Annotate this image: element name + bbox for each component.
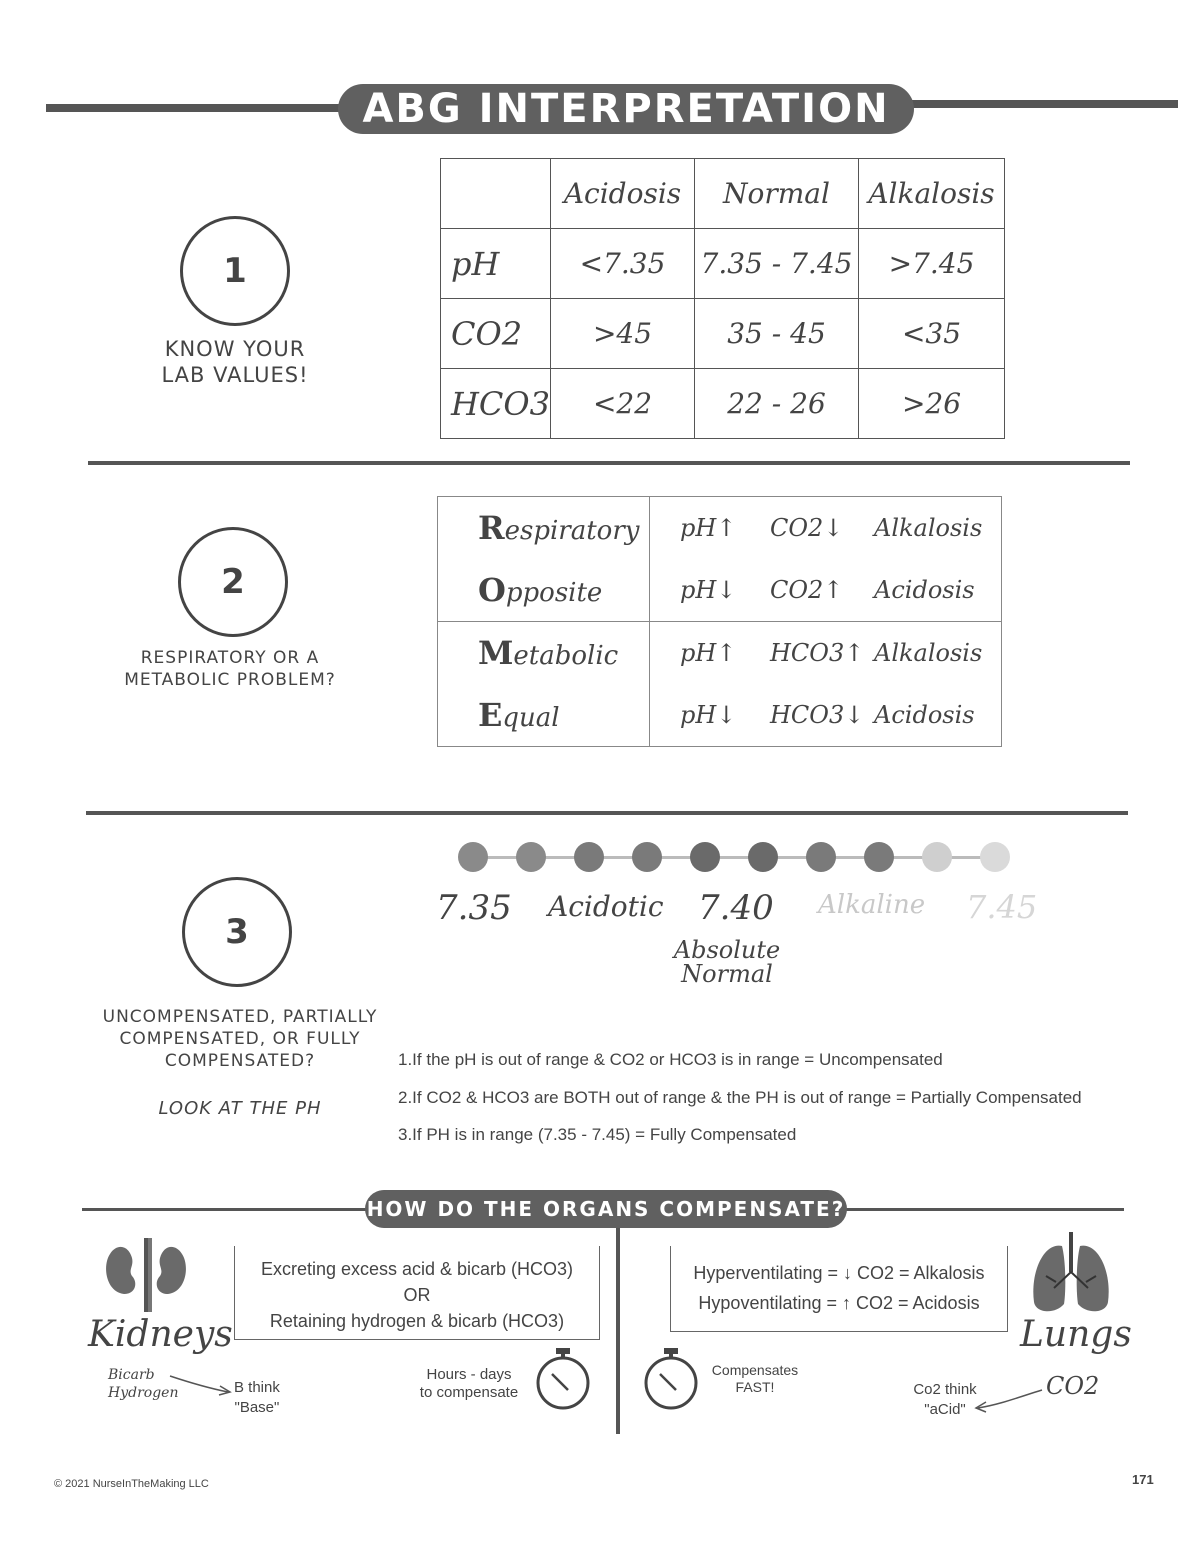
cell-value: >45 [551,299,695,369]
copyright: © 2021 NurseInTheMaking LLC [54,1478,209,1490]
lungs-icon [1026,1232,1116,1318]
rome-initial: O [478,571,506,609]
rule-3: 3.If PH is in range (7.35 - 7.45) = Fully Compensated [398,1125,797,1144]
rome-result: Alkalosis [874,514,983,542]
scale-dot [748,842,778,872]
lab-values-table [440,158,1005,439]
step-3-circle: 3 [182,877,292,987]
cell-value: 22 - 26 [695,369,859,439]
lungs-line: Hypoventilating = ↑ CO2 = Acidosis [698,1293,980,1313]
note-line: B think [234,1379,280,1396]
page-number: 171 [1132,1472,1154,1487]
rome-ph: pH↑ [680,514,737,542]
rome-gas: CO2↑ [770,576,844,604]
rome-rest: pposite [505,578,603,608]
cell-value: 7.35 - 7.45 [695,229,859,299]
rome-ph: pH↓ [680,701,737,729]
scale-dot [922,842,952,872]
rome-metabolic-words [438,622,650,747]
rome-initial: M [478,634,514,672]
rome-respiratory-words [438,497,650,622]
caption-line: COMPENSATED, OR FULLY [119,1029,361,1049]
caption-line: COMPENSATED? [164,1051,316,1071]
note-line: Compensates [711,1362,799,1378]
note-line: to compensate [419,1384,519,1401]
kidney-icon [100,1236,192,1312]
cell-value: <35 [859,299,1005,369]
cell-value: 35 - 45 [695,299,859,369]
scale-dot [632,842,662,872]
rome-ph: pH↑ [680,639,737,667]
rome-result: Acidosis [874,576,975,604]
absolute-line: Normal [681,960,773,988]
row-label-co2: CO2 [441,299,551,369]
note-line: Co2 think [913,1381,977,1398]
rome-table [437,496,1002,747]
scale-dot [980,842,1010,872]
scale-dot [864,842,894,872]
rome-rest: qual [502,703,560,733]
rome-initial: R [478,509,505,547]
arrow-icon [972,1386,1046,1414]
col-header-alkalosis: Alkalosis [859,159,1005,229]
section-divider [88,461,1130,465]
col-header-normal: Normal [695,159,859,229]
caption-line: RESPIRATORY OR A [140,648,320,668]
organs-rule-left [82,1208,372,1211]
kidneys-box [234,1246,600,1340]
caption-line: KNOW YOUR [164,337,306,361]
organs-center-divider [616,1228,620,1434]
scale-high: 7.45 [966,888,1038,926]
note-line: FAST! [735,1379,775,1395]
stopwatch-icon [534,1346,592,1412]
page-title: ABG INTERPRETATION [338,84,914,134]
organs-title: HOW DO THE ORGANS COMPENSATE? [365,1190,847,1228]
lungs-box [670,1246,1008,1332]
scale-dot [690,842,720,872]
co2-note: CO2 [1046,1372,1100,1400]
table-row [441,369,1005,439]
scale-line [470,856,990,859]
cell-value: <22 [551,369,695,439]
arrow-icon [168,1372,234,1398]
rome-word [478,509,639,547]
rome-result: Acidosis [874,701,975,729]
step-2-caption [100,647,360,691]
note-line: Hydrogen [108,1385,179,1401]
step-2-circle: 2 [178,527,288,637]
kidneys-line: Retaining hydrogen & bicarb (HCO3) [269,1311,565,1331]
section-divider [86,811,1128,815]
table-corner [441,159,551,229]
scale-dot [574,842,604,872]
lungs-label: Lungs [1020,1314,1132,1355]
scale-alkaline: Alkaline [818,890,926,920]
rule-1: 1.If the pH is out of range & CO2 or HCO3 is in range = Uncompensated [398,1050,943,1069]
rome-initial: E [478,696,503,734]
rome-word [478,634,618,672]
stopwatch-icon [642,1346,700,1412]
rome-gas: HCO3↓ [770,701,865,729]
caption-line: UNCOMPENSATED, PARTIALLY [102,1007,378,1027]
lungs-line: Hyperventilating = ↓ CO2 = Alkalosis [693,1263,985,1283]
rome-gas: HCO3↑ [770,639,865,667]
step-3-caption [80,1006,400,1072]
kidneys-line: OR [403,1285,431,1305]
kidney-time [404,1366,534,1402]
rome-ph: pH↓ [680,576,737,604]
title-rule-left [46,104,346,112]
kidneys-line: Excreting excess acid & bicarb (HCO3) [260,1259,574,1279]
scale-low: 7.35 [436,888,512,928]
rome-rest: etabolic [513,641,619,671]
rule-2: 2.If CO2 & HCO3 are BOTH out of range & the PH is out of range = Partially Compensated [398,1088,1082,1107]
cell-value: >7.45 [859,229,1005,299]
note-line: Hours - days [426,1366,512,1383]
step-1-caption [130,336,340,388]
organs-rule-right [840,1208,1124,1211]
absolute-line: Absolute [673,936,781,964]
caption-line: METABOLIC PROBLEM? [124,670,336,690]
scale-acidotic: Acidotic [548,890,664,923]
note-line: "Base" [234,1399,280,1416]
table-row [441,299,1005,369]
lungs-fast [700,1362,810,1396]
rome-metabolic-values [650,622,1002,747]
rome-rest: espiratory [504,516,640,546]
row-label-hco3: HCO3 [441,369,551,439]
scale-dot [458,842,488,872]
note-line: "aCid" [924,1401,966,1418]
rome-gas: CO2↓ [770,514,844,542]
note-line: Bicarb [108,1367,155,1383]
title-rule-right [900,100,1178,108]
absolute-normal [672,938,782,986]
look-at-ph: LOOK AT THE PH [158,1098,322,1119]
scale-mid: 7.40 [698,888,774,928]
step-1-circle: 1 [180,216,290,326]
row-label-ph: pH [441,229,551,299]
rome-word [478,696,560,734]
rome-respiratory-values [650,497,1002,622]
table-row [441,229,1005,299]
scale-dot [516,842,546,872]
rome-result: Alkalosis [874,639,983,667]
base-note [234,1378,280,1418]
cell-value: <7.35 [551,229,695,299]
cell-value: >26 [859,369,1005,439]
rome-word [478,571,602,609]
col-header-acidosis: Acidosis [551,159,695,229]
kidneys-label: Kidneys [88,1314,233,1355]
caption-line: LAB VALUES! [161,363,309,387]
scale-dot [806,842,836,872]
